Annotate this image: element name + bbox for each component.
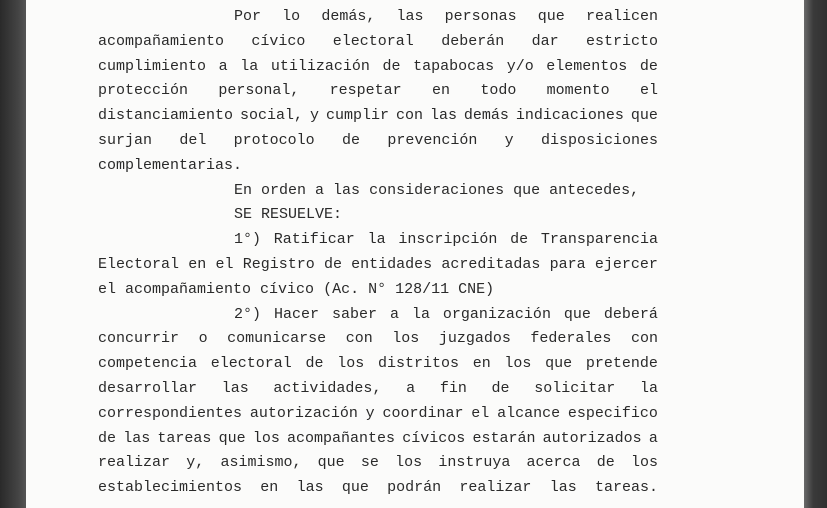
- document-page: [26, 0, 804, 508]
- text-line: establecimientos en las que podrán realizar las tareas.: [98, 479, 658, 497]
- text-line: SE RESUELVE:: [234, 206, 343, 224]
- text-line: desarrollar las actividades, a fin de solicitar la: [98, 379, 658, 397]
- text-line: protección personal, respetar en todo momento el: [98, 82, 658, 100]
- text-line: el acompañamiento cívico (Ac. N° 128/11 CNE): [98, 280, 495, 298]
- text-line: surjan del protocolo de prevención y disposiciones: [98, 131, 658, 149]
- text-line: realizar y, asimismo, que se los instruya acerca de los: [98, 454, 658, 472]
- text-line: En orden a las consideraciones que antecedes,: [234, 181, 640, 199]
- text-line: correspondientes autorización y coordinar el alcance especifico: [98, 404, 658, 422]
- text-line: 2°) Hacer saber a la organización que deberá: [234, 305, 658, 323]
- text-line: competencia electoral de los distritos en los que pretende: [98, 355, 658, 373]
- document-body: [98, 5, 658, 501]
- text-line: complementarias.: [98, 156, 243, 174]
- scan-left-edge: [0, 0, 26, 508]
- text-line: de las tareas que los acompañantes cívicos estarán autorizados a: [98, 429, 658, 447]
- text-line: 1°) Ratificar la inscripción de Transparencia: [234, 231, 658, 249]
- scan-right-edge: [804, 0, 827, 508]
- text-line: cumplimiento a la utilización de tapabocas y/o elementos de: [98, 57, 658, 75]
- text-line: Electoral en el Registro de entidades acreditadas para ejercer: [98, 255, 658, 273]
- text-line: acompañamiento cívico electoral deberán dar estricto: [98, 32, 658, 50]
- text-line: concurrir o comunicarse con los juzgados federales con: [98, 330, 658, 348]
- text-line: distanciamiento social, y cumplir con las demás indicaciones que: [98, 107, 658, 125]
- text-line: Por lo demás, las personas que realicen: [234, 8, 658, 25]
